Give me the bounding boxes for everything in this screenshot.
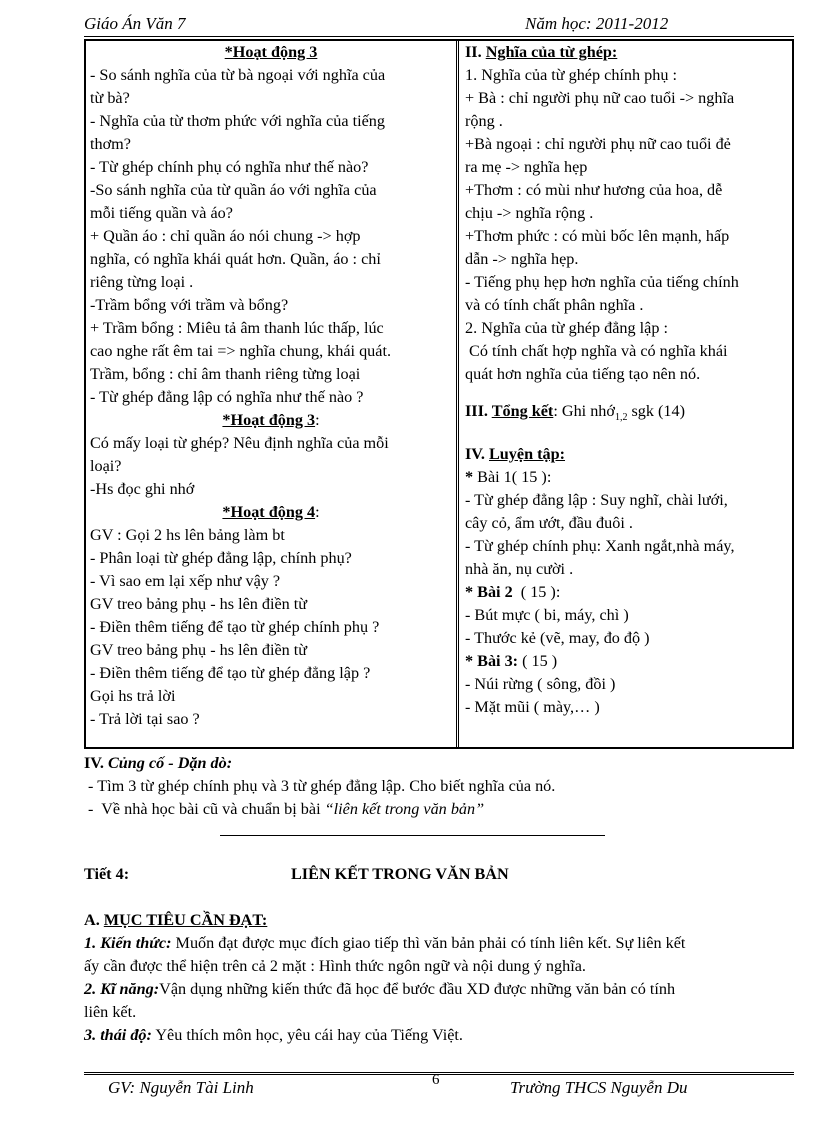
footer-school: Trường THCS Nguyễn Du [510,1078,688,1097]
section-number: IV. [465,445,489,464]
page-number: 6 [432,1072,440,1088]
header-rule [84,36,794,37]
summary-line [465,400,788,429]
exercise-heading [465,466,788,489]
text-line: GV : Gọi 2 hs lên bảng làm bt [90,526,285,544]
activity-heading-row: *Hoạt động 3: [222,411,320,429]
objective-label: 1. Kiến thức: [84,934,172,952]
page-header [84,14,794,36]
text-line: - Từ ghép chính phụ có nghĩa như thế nào? [90,158,369,176]
text-line: chịu -> nghĩa rộng . [465,204,594,222]
text-line: - Tìm 3 từ ghép chính phụ và 3 từ ghép đẳng lập. Cho biết nghĩa của nó. [84,777,556,795]
text-line: +Bà ngoại : chỉ người phụ nữ cao tuổi đẻ [465,135,731,153]
lesson-label: Tiết 4: [84,865,130,883]
text-line: +Thơm : có mùi như hương của hoa, dễ [465,181,723,199]
text-line: - Từ ghép đẳng lập có nghĩa như thế nào ? [90,388,364,406]
spacer [90,731,452,747]
text-line: nhà ăn, nụ cười . [465,560,574,579]
text-line: + Bà : chỉ người phụ nữ cao tuổi -> nghĩa [465,89,735,107]
section-number: IV. [84,754,108,772]
activity-heading-row: *Hoạt động 4: [222,503,320,521]
text-line: GV treo bảng phụ - hs lên điền từ [90,641,308,659]
objective-knowledge [84,932,794,955]
section-number: II. [465,43,486,61]
text-line: - So sánh nghĩa của từ bà ngoại với nghĩa của [90,66,386,84]
objective-label: 2. Kĩ năng: [84,980,160,998]
text-line: - Trả lời tại sao ? [90,710,200,728]
exercise-title: Bài 1( 15 ): [477,468,552,487]
exercise-heading [465,650,788,673]
section-title: Nghĩa của từ ghép: [485,43,618,61]
text-line: riêng từng loại . [90,273,194,291]
text-line: - Núi rừng ( sông, đồi ) [465,675,616,694]
section-heading [84,909,794,932]
bullet: * [465,468,478,487]
text-line: -Hs đọc ghi nhớ [90,480,195,498]
activity-heading: *Hoạt động 4 [222,503,316,521]
section-title: Củng cố - Dặn dò: [108,754,233,772]
text-line: - Vì sao em lại xếp như vậy ? [90,572,281,590]
text-span: - Về nhà học bài cũ và chuẩn bị bài [84,800,325,818]
text-line: cây cỏ, ẩm ướt, đầu đuôi . [465,514,633,533]
content-column [459,41,792,747]
exercise-title: * Bài 2 [465,583,513,602]
text-line: - Mặt mũi ( mày,… ) [465,698,600,717]
spacer [465,429,788,443]
text-line: Trầm, bổng : chỉ âm thanh riêng từng loại [90,365,361,383]
summary-ref: sgk (14) [627,402,686,420]
text-line: dẫn -> nghĩa hẹp. [465,250,579,268]
text-line: -Trầm bổng với trầm và bổng? [90,296,289,314]
section-heading [465,41,788,64]
section-title: MỤC TIÊU CẦN ĐẠT: [103,911,268,929]
text-line: Có mấy loại từ ghép? Nêu định nghĩa của mỗi [90,434,389,452]
objectives-section [84,909,794,1047]
text-line: nghĩa, có nghĩa khái quát hơn. Quần, áo : chỉ [90,250,381,268]
footer-teacher: GV: Nguyễn Tài Linh [108,1078,254,1097]
activities-column [86,41,459,747]
text-line: mỗi tiếng quần và áo? [90,204,233,222]
objective-skill [84,978,794,1001]
text-line: quát hơn nghĩa của tiếng tạo nên nó. [465,365,701,383]
objective-text: Vận dụng những kiến thức đã học để bước đầu XD được những văn bản có tính [159,980,676,998]
text-line: rộng . [465,112,503,130]
objective-attitude [84,1024,794,1047]
lesson-reference: “liên kết trong văn bản” [324,800,485,818]
text-line: - Điền thêm tiếng để tạo từ ghép đẳng lập ? [90,664,371,682]
text-line: - Tiếng phụ hẹp hơn nghĩa của tiếng chính [465,273,739,291]
text-line: - Từ ghép chính phụ: Xanh ngắt,nhà máy, [465,537,735,556]
text-line: - Từ ghép đẳng lập : Suy nghĩ, chài lưới, [465,491,728,510]
lesson-title: LIÊN KẾT TRONG VĂN BẢN [291,865,509,883]
section-title: Tổng kết [491,402,554,420]
text-line: -So sánh nghĩa của từ quần áo với nghĩa của [90,181,377,199]
objective-label: 3. thái độ: [84,1026,152,1044]
exercise-heading [465,581,788,604]
objective-text: Muốn đạt được mục đích giao tiếp thì văn bản phải có tính liên kết. Sự liên kết [171,934,686,952]
section-title: Luyện tập: [489,445,566,464]
text-line: - Thước kẻ (vẽ, may, đo độ ) [465,629,650,648]
section-heading [465,443,788,466]
objective-text: Yêu thích môn học, yêu cái hay của Tiếng Việt. [151,1026,463,1044]
text-line: + Quần áo : chỉ quần áo nói chung -> hợp [90,227,361,245]
exercise-ref: ( 15 ): [512,583,561,602]
text-line: thơm? [90,135,131,153]
section-number: A. [84,911,104,929]
consolidation-section [84,752,794,821]
text-line: - Nghĩa của từ thơm phức với nghĩa của tiếng [90,112,385,130]
text-line: Gọi hs trả lời [90,687,176,705]
text-line: + Trầm bổng : Miêu tả âm thanh lúc thấp, lúc [90,319,384,337]
summary-text: : Ghi nhớ [553,402,615,420]
section-heading [84,752,794,775]
text-line: từ bà? [90,89,130,107]
text-line [84,798,794,821]
lesson-table [84,39,794,749]
text-line: Có tính chất hợp nghĩa và có nghĩa khái [465,342,728,360]
text-line: - Bút mực ( bi, máy, chì ) [465,606,629,625]
section-number: III. [465,402,492,420]
text-line: và có tính chất phân nghĩa . [465,296,644,314]
activity-heading: *Hoạt động 3 [222,411,316,429]
text-line: cao nghe rất êm tai => nghĩa chung, khái quát. [90,342,391,360]
summary-subscript: 1,2 [614,412,628,424]
text-line: 1. Nghĩa của từ ghép chính phụ : [465,66,677,84]
text-line: ra mẹ -> nghĩa hẹp [465,158,588,176]
text-line: +Thơm phức : có mùi bốc lên mạnh, hấp [465,227,730,245]
text-line: GV treo bảng phụ - hs lên điền từ [90,595,308,613]
exercise-title: * Bài 3: [465,652,519,671]
header-subject: Giáo Án Văn 7 [84,14,186,33]
text-line: loại? [90,457,122,475]
text-line: ấy cần được thể hiện trên cả 2 mặt : Hình thức ngôn ngữ và nội dung ý nghĩa. [84,957,586,975]
text-line: - Phân loại từ ghép đẳng lập, chính phụ? [90,549,352,567]
text-line: 2. Nghĩa của từ ghép đẳng lập : [465,319,668,337]
header-school-year: Năm học: 2011-2012 [525,14,669,33]
text-line: - Điền thêm tiếng để tạo từ ghép chính phụ ? [90,618,380,636]
activity-heading: *Hoạt động 3 [224,43,318,61]
text-line: liên kết. [84,1003,137,1021]
spacer [465,386,788,400]
section-divider [220,835,605,836]
exercise-ref: ( 15 ) [518,652,558,671]
